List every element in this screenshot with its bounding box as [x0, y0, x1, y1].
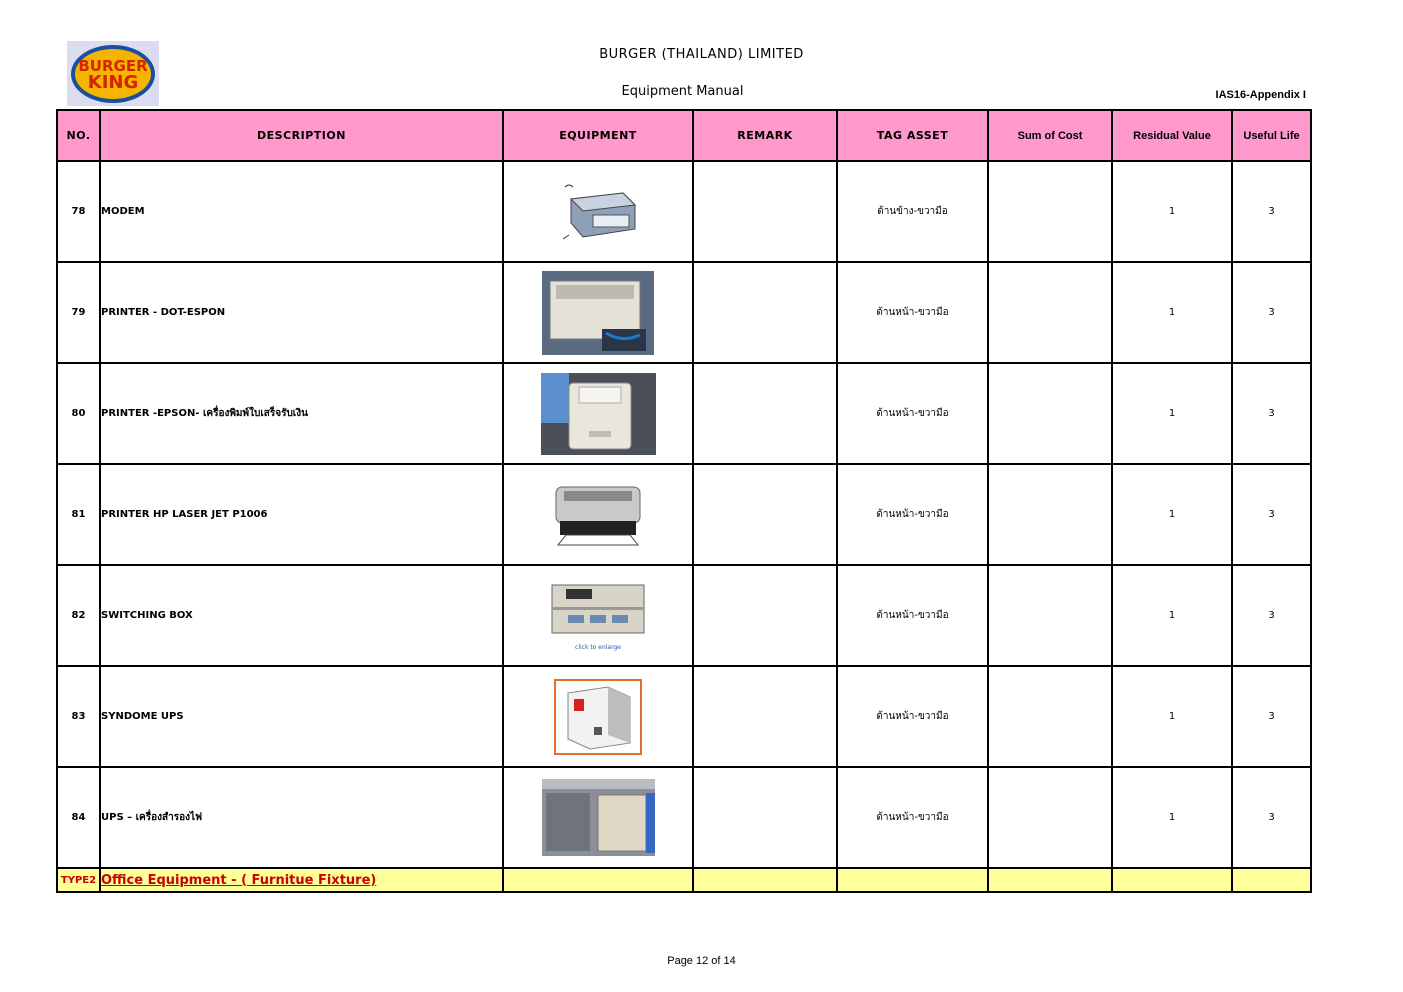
row-remark [693, 767, 837, 868]
row-remark [693, 262, 837, 363]
col-header-useful-life: Useful Life [1232, 110, 1311, 161]
col-header-tag-asset: TAG ASSET [837, 110, 988, 161]
row-useful-life: 3 [1232, 666, 1311, 767]
row-description: PRINTER HP LASER JET P1006 [100, 464, 503, 565]
laser-printer-image [503, 464, 693, 565]
ups-image [503, 666, 693, 767]
type-row-cell [1112, 868, 1232, 892]
appendix-label: IAS16-Appendix I [1215, 89, 1306, 101]
table-row [57, 161, 1311, 262]
row-tag-asset: ด้านหน้า-ขวามือ [837, 262, 988, 363]
dot-matrix-printer-image [503, 262, 693, 363]
type-row-cell [693, 868, 837, 892]
row-sum-of-cost [988, 666, 1112, 767]
row-tag-asset: ด้านข้าง-ขวามือ [837, 161, 988, 262]
row-sum-of-cost [988, 767, 1112, 868]
row-tag-asset: ด้านหน้า-ขวามือ [837, 767, 988, 868]
row-useful-life: 3 [1232, 565, 1311, 666]
row-residual-value: 1 [1112, 262, 1232, 363]
row-remark [693, 666, 837, 767]
type-row [57, 868, 1311, 892]
row-tag-asset: ด้านหน้า-ขวามือ [837, 666, 988, 767]
col-header-remark: REMARK [693, 110, 837, 161]
row-useful-life: 3 [1232, 262, 1311, 363]
type-name: Office Equipment - ( Furnitue Fixture) [100, 868, 503, 892]
row-description: PRINTER - DOT-ESPON [100, 262, 503, 363]
row-sum-of-cost [988, 161, 1112, 262]
table-row [57, 363, 1311, 464]
svg-text:KING: KING [87, 72, 139, 93]
row-description: SWITCHING BOX [100, 565, 503, 666]
col-header-residual-value: Residual Value [1112, 110, 1232, 161]
table-row [57, 464, 1311, 565]
row-number: 79 [57, 262, 100, 363]
row-sum-of-cost [988, 464, 1112, 565]
switching-box-image [503, 565, 693, 666]
page-number: Page 12 of 14 [667, 955, 736, 967]
row-useful-life: 3 [1232, 464, 1311, 565]
table-row [57, 262, 1311, 363]
row-number: 84 [57, 767, 100, 868]
ups-under-shelf-image [503, 767, 693, 868]
row-useful-life: 3 [1232, 161, 1311, 262]
row-number: 81 [57, 464, 100, 565]
col-header-description: DESCRIPTION [100, 110, 503, 161]
svg-text:BURGER: BURGER [78, 57, 148, 75]
row-tag-asset: ด้านหน้า-ขวามือ [837, 565, 988, 666]
row-sum-of-cost [988, 565, 1112, 666]
company-name: BURGER (THAILAND) LIMITED [599, 47, 804, 62]
col-header-equipment: EQUIPMENT [503, 110, 693, 161]
row-remark [693, 464, 837, 565]
table-header-row [57, 110, 1311, 161]
row-number: 80 [57, 363, 100, 464]
type-row-cell [503, 868, 693, 892]
row-remark [693, 363, 837, 464]
col-header-no: NO. [57, 110, 100, 161]
row-residual-value: 1 [1112, 363, 1232, 464]
row-tag-asset: ด้านหน้า-ขวามือ [837, 464, 988, 565]
image-caption: click to enlarge [575, 643, 621, 651]
row-description: MODEM [100, 161, 503, 262]
row-residual-value: 1 [1112, 666, 1232, 767]
row-remark [693, 565, 837, 666]
table-row [57, 666, 1311, 767]
type-row-cell [837, 868, 988, 892]
row-description: SYNDOME UPS [100, 666, 503, 767]
equipment-table [56, 109, 1312, 893]
receipt-printer-image [503, 363, 693, 464]
row-residual-value: 1 [1112, 767, 1232, 868]
col-header-sum-of-cost: Sum of Cost [988, 110, 1112, 161]
row-number: 83 [57, 666, 100, 767]
row-useful-life: 3 [1232, 767, 1311, 868]
row-remark [693, 161, 837, 262]
row-number: 78 [57, 161, 100, 262]
row-residual-value: 1 [1112, 565, 1232, 666]
row-tag-asset: ด้านหน้า-ขวามือ [837, 363, 988, 464]
type-code: TYPE2 [57, 868, 100, 892]
row-description: UPS – เครื่องสำรองไฟ [100, 767, 503, 868]
table-row [57, 767, 1311, 868]
document-title: Equipment Manual [621, 84, 744, 99]
table-row [57, 565, 1311, 666]
row-useful-life: 3 [1232, 363, 1311, 464]
row-description: PRINTER -EPSON- เครื่องพิมพ์ใบเสร็จรับเงิน [100, 363, 503, 464]
row-residual-value: 1 [1112, 464, 1232, 565]
row-sum-of-cost [988, 262, 1112, 363]
modem-image [503, 161, 693, 262]
row-sum-of-cost [988, 363, 1112, 464]
row-number: 82 [57, 565, 100, 666]
row-residual-value: 1 [1112, 161, 1232, 262]
type-row-cell [988, 868, 1112, 892]
type-row-cell [1232, 868, 1311, 892]
